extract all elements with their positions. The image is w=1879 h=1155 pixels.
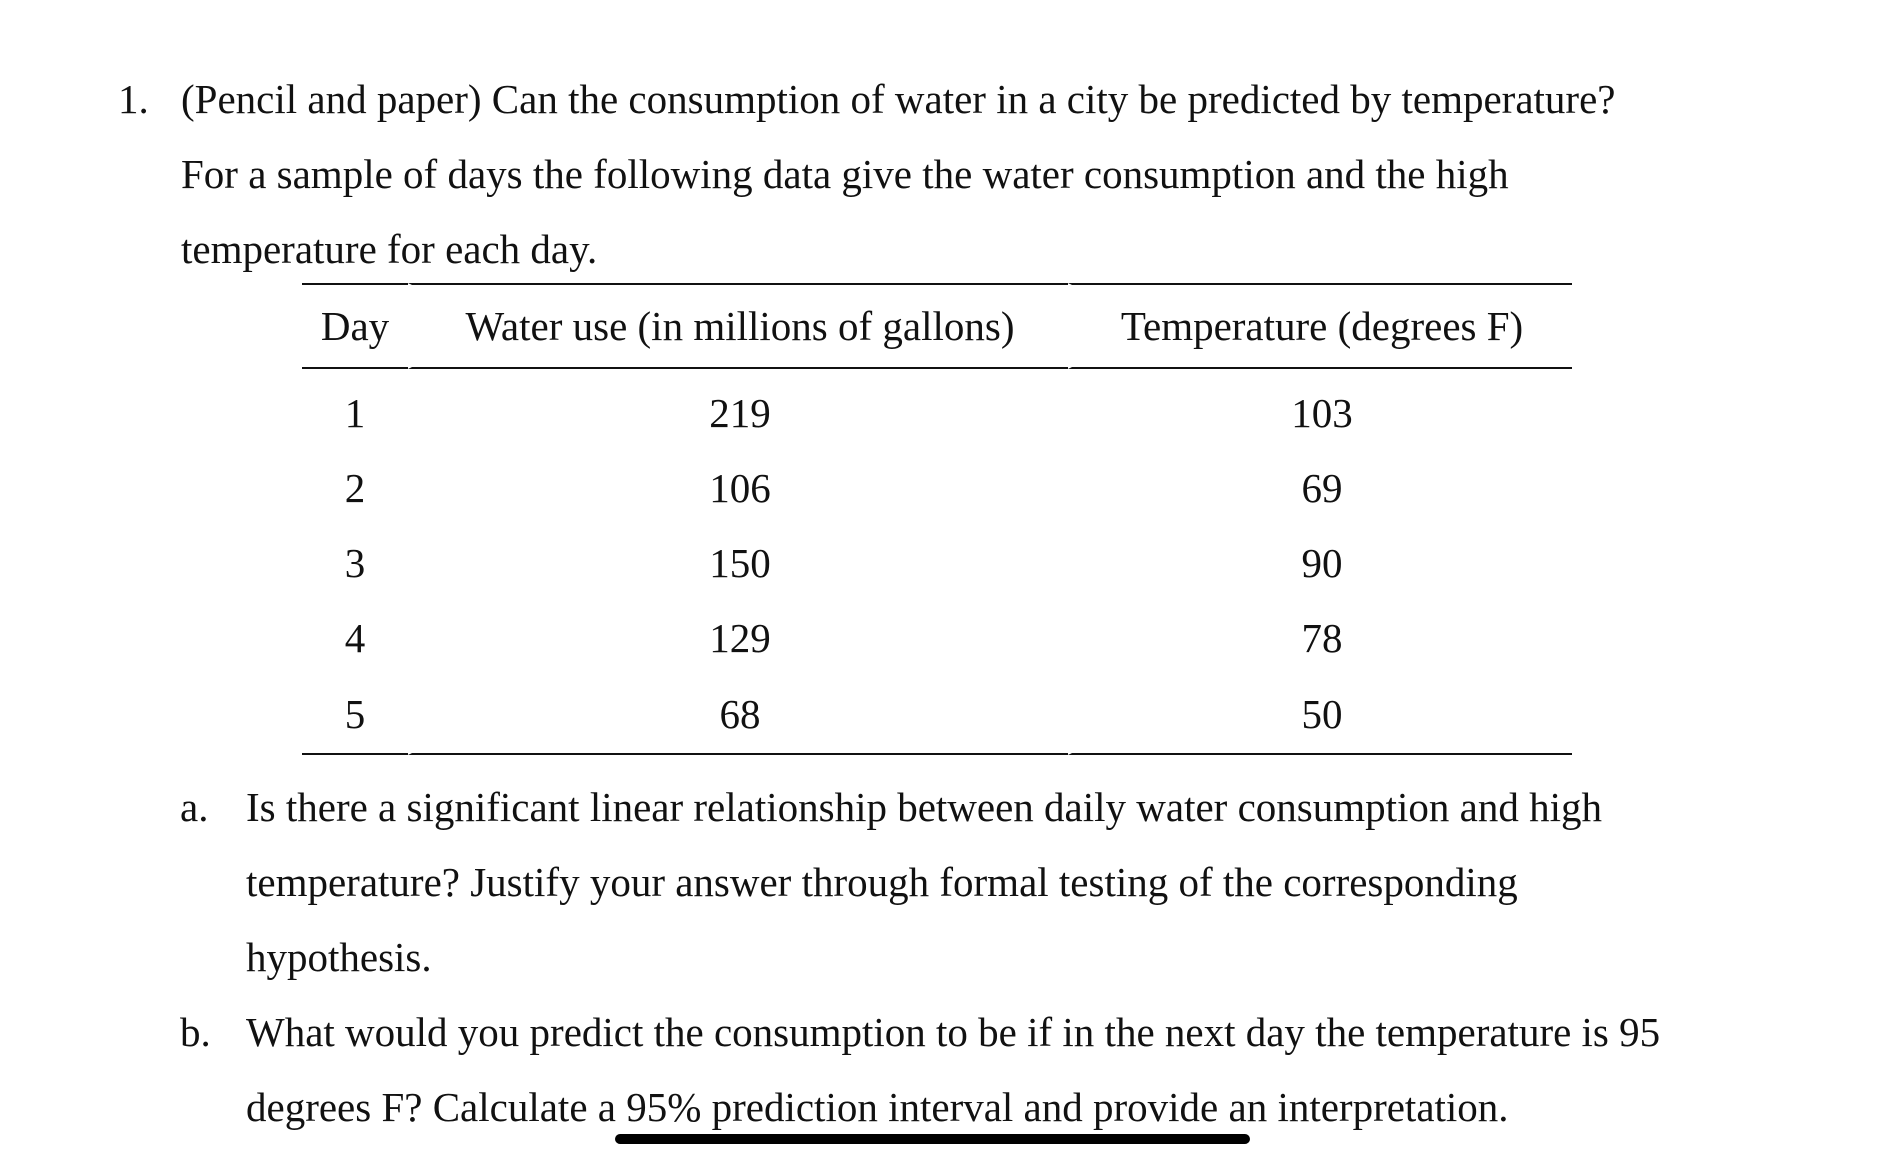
cell-temperature: 50	[1068, 675, 1572, 755]
cell-temperature: 103	[1068, 369, 1572, 450]
cell-water-use: 129	[408, 600, 1068, 675]
cell-day: 5	[302, 675, 408, 755]
cell-water-use: 150	[408, 525, 1068, 600]
cell-day: 1	[344, 389, 366, 436]
part-letter: b.	[180, 1009, 211, 1055]
question-1	[118, 62, 1798, 287]
header-water-use: Water use (in millions of gallons)	[408, 283, 1068, 369]
cell-day: 4	[344, 614, 366, 661]
cell-day: 2	[344, 464, 366, 511]
question-text	[181, 62, 1798, 287]
part-line: temperature? Justify your answer through formal testing of the corresponding	[246, 859, 1518, 905]
cell-day: 3	[344, 539, 366, 586]
part-line: degrees F? Calculate a 95% prediction interval and provide an interpretation.	[246, 1084, 1509, 1130]
part-b	[180, 995, 1820, 1145]
question-line: (Pencil and paper) Can the consumption of water in a city be predicted by temperature?	[181, 76, 1616, 122]
table-row	[302, 525, 1572, 600]
table-row	[302, 450, 1572, 525]
data-table	[302, 283, 1572, 755]
cell-water-use: 219	[408, 369, 1068, 450]
cell-temperature: 90	[1068, 525, 1572, 600]
home-indicator-bar[interactable]	[615, 1134, 1250, 1144]
cell-water-use: 106	[408, 450, 1068, 525]
table-row	[302, 675, 1572, 755]
table-header-row	[302, 283, 1572, 369]
sub-questions	[180, 770, 1820, 1145]
table-row	[302, 600, 1572, 675]
part-line: hypothesis.	[246, 934, 432, 980]
part-line: What would you predict the consumption to be if in the next day the temperature is 95	[246, 1009, 1661, 1055]
question-line: For a sample of days the following data give the water consumption and the high	[181, 151, 1509, 197]
question-number: 1.	[118, 76, 149, 122]
part-a	[180, 770, 1820, 995]
part-letter: a.	[180, 784, 209, 830]
header-temperature: Temperature (degrees F)	[1068, 283, 1572, 369]
table-row	[302, 369, 1572, 450]
question-line: temperature for each day.	[181, 226, 598, 272]
header-day: Day	[302, 283, 408, 369]
part-line: Is there a significant linear relationship between daily water consumption and high	[246, 784, 1603, 830]
cell-temperature: 78	[1068, 600, 1572, 675]
cell-temperature: 69	[1068, 450, 1572, 525]
cell-water-use: 68	[408, 675, 1068, 755]
